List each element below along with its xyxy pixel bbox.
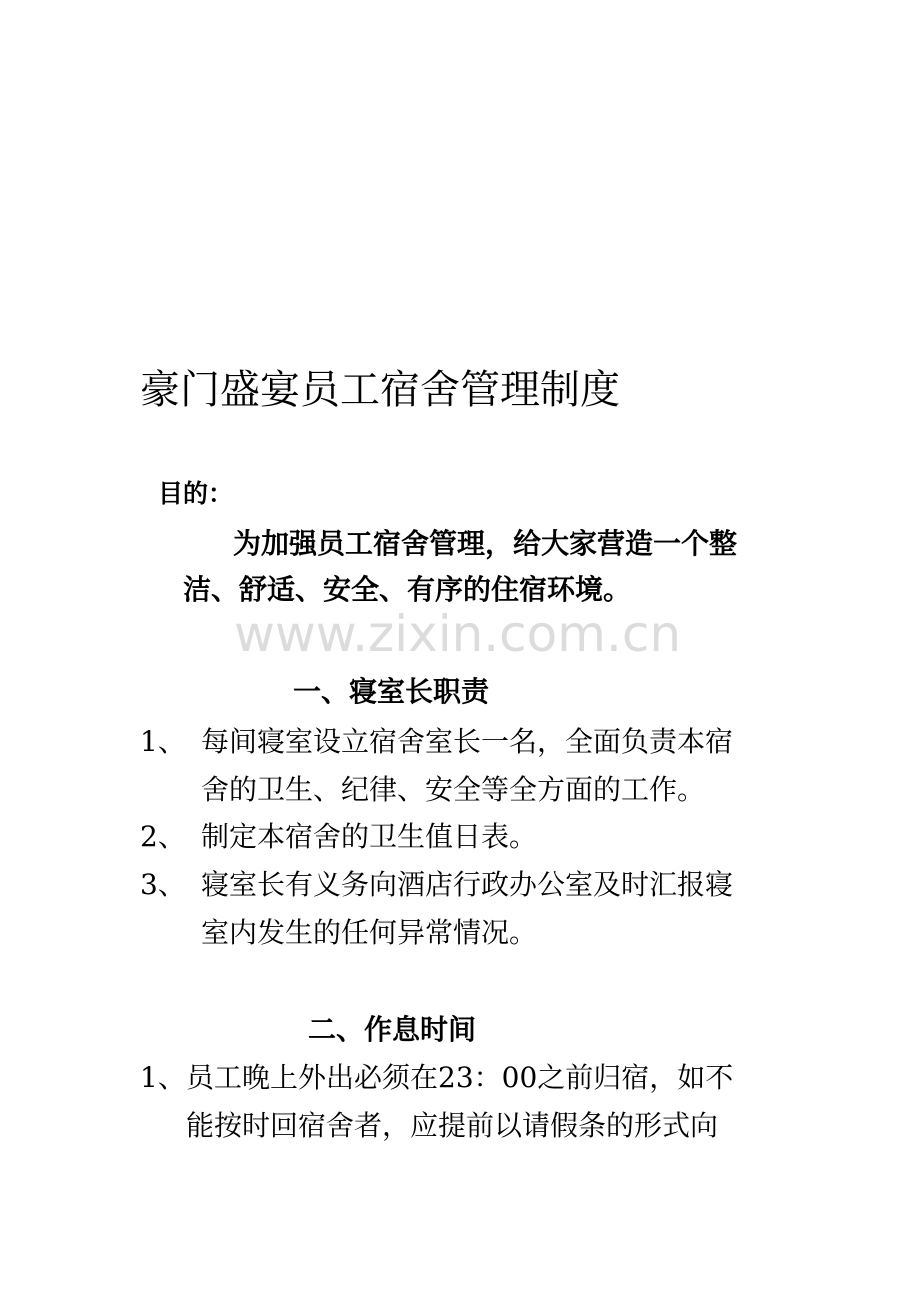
section-heading-rest-schedule: 二、作息时间 <box>308 1013 477 1046</box>
purpose-text-line-1: 为加强员工宿舍管理，给大家营造一个整 <box>233 527 738 560</box>
list-item-number: 2、 <box>140 820 186 853</box>
list-item-number: 1、 <box>140 1061 186 1094</box>
list-item-text: 能按时回宿舍者，应提前以请假条的形式向 <box>186 1109 719 1142</box>
list-item-text: 寝室长有义务向酒店行政办公室及时汇报寝 <box>201 868 734 901</box>
document-title: 豪门盛宴员工宿舍管理制度 <box>140 367 620 413</box>
list-item-number: 3、 <box>140 868 186 901</box>
list-item-text: 员工晚上外出必须在23：00之前归宿，如不 <box>186 1061 734 1094</box>
list-item-text: 室内发生的任何异常情况。 <box>201 916 538 949</box>
watermark: www.zixin.com.cn <box>234 605 682 663</box>
list-item-text: 制定本宿舍的卫生值日表。 <box>201 820 538 853</box>
list-item-number: 1、 <box>140 725 186 758</box>
purpose-label: 目的： <box>158 479 234 508</box>
list-item-text: 每间寝室设立宿舍室长一名，全面负责本宿 <box>201 725 734 758</box>
purpose-text-line-2: 洁、舒适、安全、有序的住宿环境。 <box>183 573 632 606</box>
list-item-text: 舍的卫生、纪律、安全等全方面的工作。 <box>201 773 706 806</box>
section-heading-dorm-leader-duties: 一、寝室长职责 <box>293 675 490 708</box>
